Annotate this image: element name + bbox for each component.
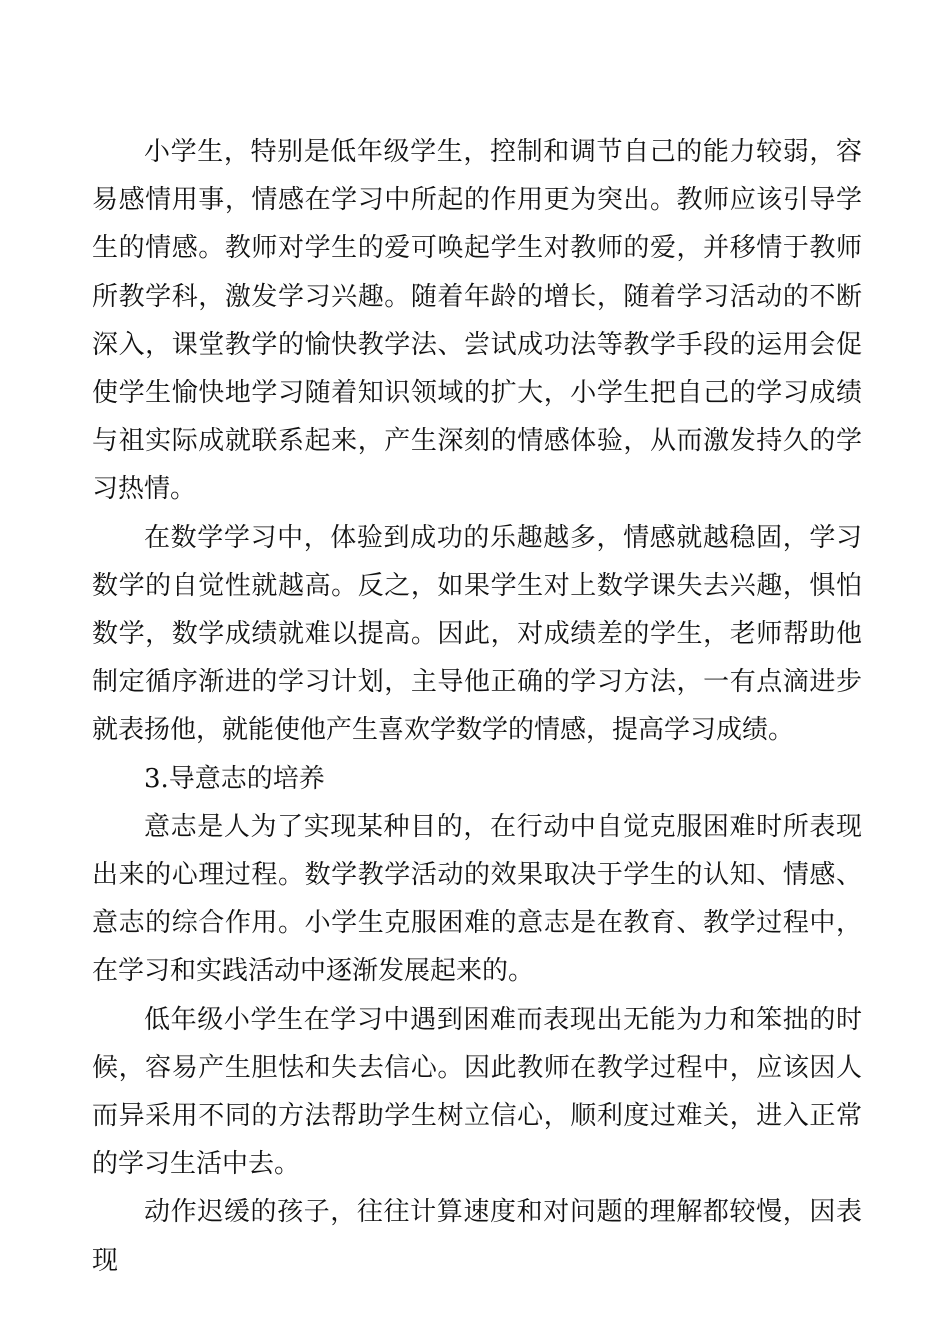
document-body — [92, 128, 862, 1285]
paragraph-1: 小学生，特别是低年级学生，控制和调节自己的能力较弱，容易感情用事，情感在学习中所起的作用更为突出。教师应该引导学生的情感。教师对学生的爱可唤起学生对教师的爱，并移情于教师所教学科，激发学习兴趣。随着年龄的增长，随着学习活动的不断深入，课堂教学的愉快教学法、尝试成功法等教学手段的运用会促使学生愉快地学习随着知识领域的扩大，小学生把自己的学习成绩与祖实际成就联系起来，产生深刻的情感体验，从而激发持久的学习热情。 — [92, 137, 862, 505]
section-heading: 3.导意志的培养 — [144, 763, 325, 794]
paragraph-5: 动作迟缓的孩子，往往计算速度和对问题的理解都较慢，因表现 — [92, 1197, 862, 1276]
paragraph-3: 意志是人为了实现某种目的，在行动中自觉克服困难时所表现出来的心理过程。数学教学活动的效果取决于学生的认知、情感、意志的综合作用。小学生克服困难的意志是在教育、教学过程中，在学习和实践活动中逐渐发展起来的。 — [92, 811, 862, 987]
paragraph-2: 在数学学习中，体验到成功的乐趣越多，情感就越稳固，学习数学的自觉性就越高。反之，如果学生对上数学课失去兴趣，惧怕数学，数学成绩就难以提高。因此，对成绩差的学生，老师帮助他制定循序渐进的学习计划，主导他正确的学习方法，一有点滴进步就表扬他，就能使他产生喜欢学数学的情感，提高学习成绩。 — [92, 522, 862, 746]
paragraph-4: 低年级小学生在学习中遇到困难而表现出无能为力和笨拙的时候，容易产生胆怯和失去信心。因此教师在教学过程中，应该因人而异采用不同的方法帮助学生树立信心，顺利度过难关，进入正常的学习生活中去。 — [92, 1004, 862, 1180]
